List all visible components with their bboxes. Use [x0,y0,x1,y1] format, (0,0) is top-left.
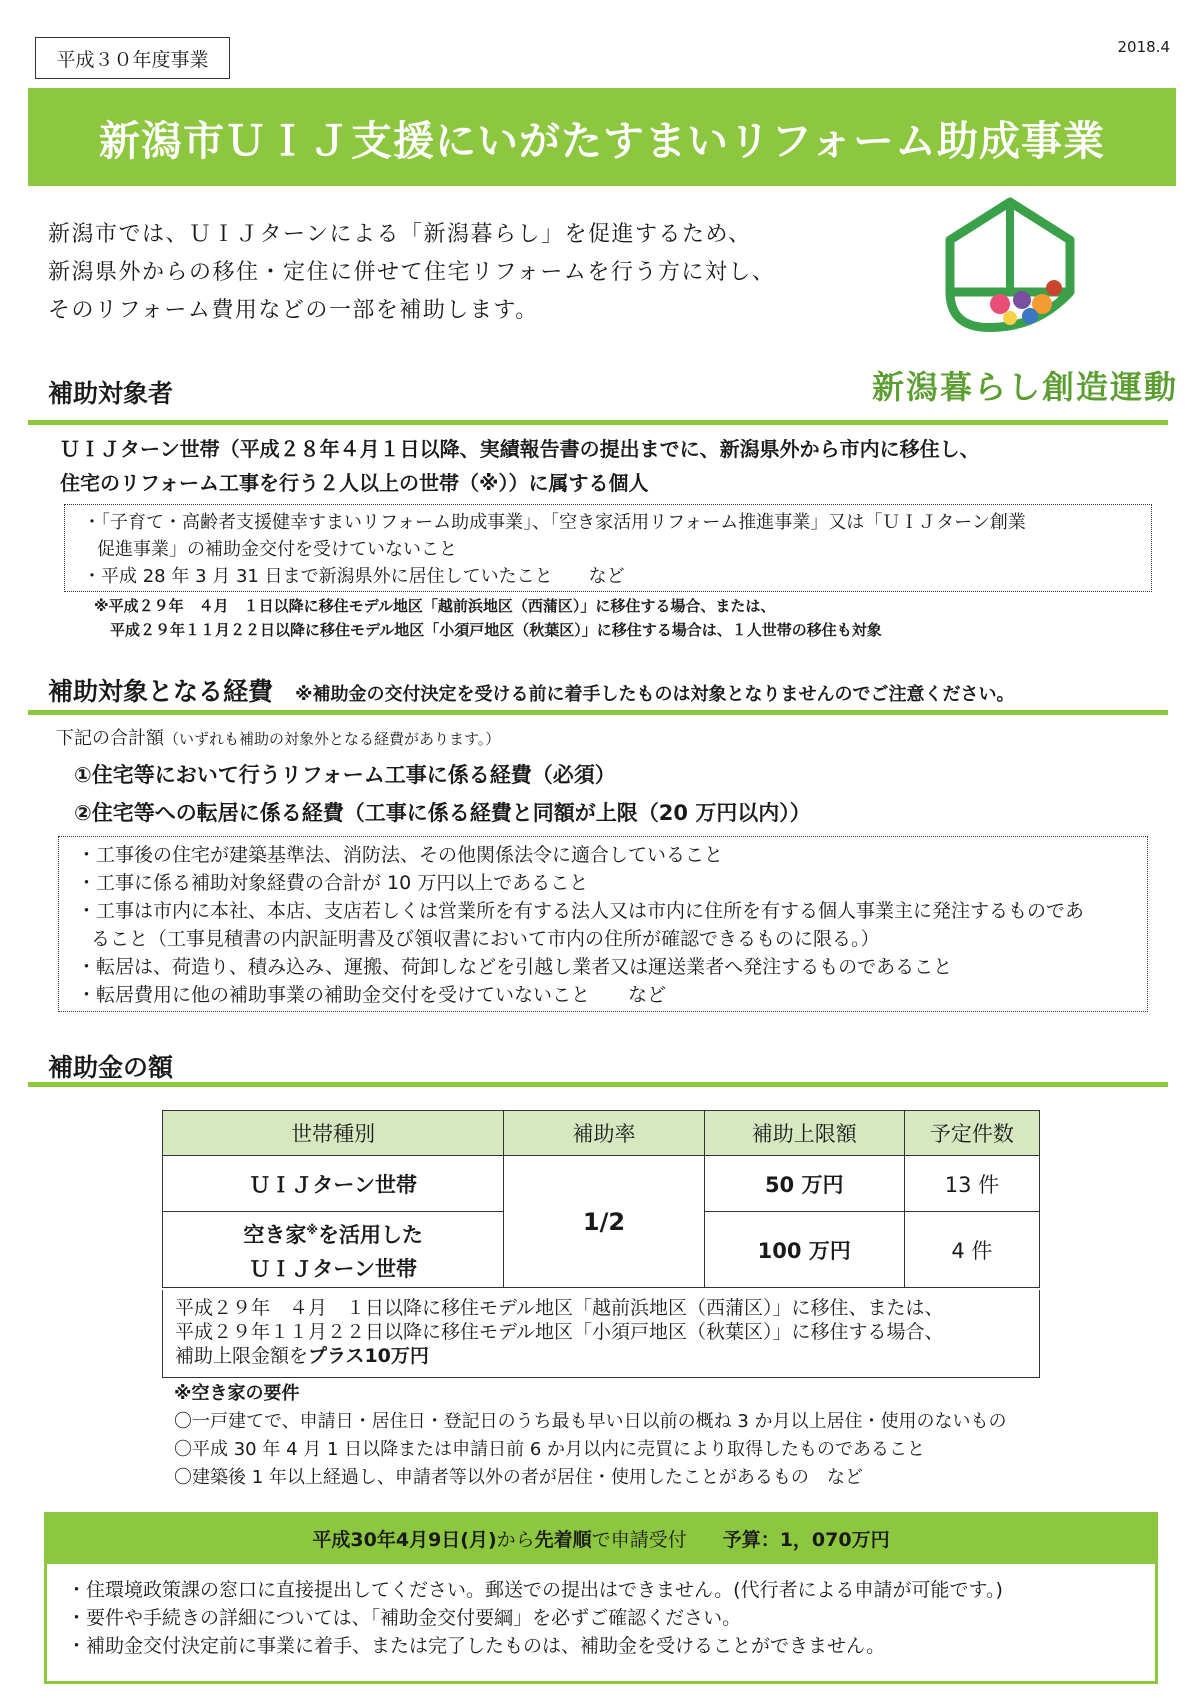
plus-note-line: 平成２９年 ４月 １日以降に移住モデル地区「越前浜地区（西蒲区）」に移住、または、 [175,1297,944,1319]
cost-item: ①住宅等において行うリフォーム工事に係る経費（必須） [74,763,616,787]
cost-intro-note: （いずれも補助の対象外となる経費があります。） [164,730,501,748]
vacant-house-requirements [174,1380,1007,1492]
column-header: 補助率 [504,1111,704,1156]
application-order: 先着順 [534,1528,592,1551]
condition-item: 促進事業」の補助金交付を受けていないこと [97,539,457,560]
application-accept: で申請受付 [591,1528,687,1551]
planned-count: 4 件 [904,1212,1039,1288]
costs-heading-note: ※補助金の交付決定を受ける前に着手したものは対象となりませんのでご注意ください。 [295,684,1015,705]
cost-intro-text: 下記の合計額 [56,728,164,749]
subsidy-limit: 50 万円 [704,1156,904,1212]
note-line: 平成２９年１１月２２日以降に移住モデル地区「小須戸地区（秋葉区）」に移住する場合は、１人世帯の移住も対象 [110,621,882,639]
cost-items [74,756,811,832]
application-from: から [496,1528,535,1551]
house-vegetables-icon [930,192,1090,352]
plus-amount-note [162,1290,1040,1378]
notices-box [44,1564,1158,1684]
section-divider [28,420,1168,425]
notice-item: ・住環境政策課の窓口に直接提出してください。郵送での提出はできません。(代行者による申請が可能です。) [67,1579,1003,1601]
plus-note-prefix: 補助上限金額を [175,1345,309,1367]
condition-item: ・「子育て・高齢者支援健幸すまいリフォーム助成事業」、「空き家活用リフォーム推進事業」又は「ＵＩＪターン創業 [83,512,1026,533]
plus-note-bold: プラス10万円 [308,1345,429,1367]
column-header: 予定件数 [904,1111,1039,1156]
eligible-line: ＵＩＪターン世帯（平成２８年４月１日以降、実績報告書の提出までに、新潟県外から市内に移住し、 [60,437,980,461]
subsidy-table [162,1110,1040,1288]
requirements-heading: ※空き家の要件 [174,1383,300,1404]
eligible-notes [94,594,882,642]
subsidy-limit: 100 万円 [704,1212,904,1288]
table-header-row [163,1111,1040,1156]
cost-item: ②住宅等への転居に係る経費（工事に係る経費と同額が上限（20 万円以内）） [74,801,811,825]
application-banner [44,1512,1158,1564]
household-type [163,1212,504,1288]
page-title: 新潟市ＵＩＪ支援にいがたすまいリフォーム助成事業 [99,116,1105,165]
planned-count: 13 件 [904,1156,1039,1212]
intro-line: 新潟市では、ＵＩＪターンによる「新潟暮らし」を促進するため、 [48,222,752,247]
logo-text: 新潟暮らし創造運動 [872,368,1179,406]
intro-text [48,216,775,330]
section-heading-eligible: 補助対象者 [48,379,174,408]
eligible-description [60,432,980,500]
notice-item: ・補助金交付決定前に事業に着手、または完了したものは、補助金を受けることができません。 [67,1635,886,1657]
section-divider [28,1082,1168,1087]
household-type: ＵＩＪターン世帯 [163,1156,504,1212]
cost-intro [56,724,500,750]
budget: 予算：1，070万円 [722,1528,890,1551]
subsidy-rate: 1/2 [504,1156,704,1288]
costs-heading: 補助対象となる経費 [48,677,274,706]
column-header: 世帯種別 [163,1111,504,1156]
requirement-item: 〇建築後 1 年以上経過し、申請者等以外の者が居住・使用したことがあるもの など [174,1467,863,1488]
condition-item: ・転居費用に他の補助事業の補助金交付を受けていないこと など [77,984,667,1006]
intro-line: そのリフォーム費用などの一部を補助します。 [48,298,539,323]
section-heading-amount: 補助金の額 [48,1053,174,1082]
intro-line: 新潟県外からの移住・定住に併せて住宅リフォームを行う方に対し、 [48,260,776,285]
note-line: ※平成２９年 ４月 １日以降に移住モデル地区「越前浜地区（西蒲区）」に移住する場合、または、 [94,597,776,615]
household-type-line: ＵＩＪターン世帯 [249,1257,417,1281]
condition-item: ・工事に係る補助対象経費の合計が 10 万円以上であること [77,872,589,894]
notice-item: ・要件や手続きの詳細については、「補助金交付要綱」を必ずご確認ください。 [67,1607,742,1629]
table-row [163,1156,1040,1212]
condition-item: ・工事は市内に本社、本店、支店若しくは営業所を有する法人又は市内に住所を有する個人事業主に発注するものであ [77,900,1085,922]
household-type-line: を活用した [318,1223,423,1247]
requirement-item: 〇一戸建てで、申請日・居住日・登記日のうち最も早い日以前の概ね 3 か月以上居住・使用のないもの [174,1411,1007,1432]
condition-item: ・工事後の住宅が建築基準法、消防法、その他関係法令に適合していること [77,844,724,866]
section-heading-costs [48,672,1015,708]
household-type-line: 空き家 [243,1223,307,1247]
issue-date: 2018.4 [1117,38,1170,56]
title-banner [28,88,1176,186]
condition-item: ・平成 28 年 3 月 31 日まで新潟県外に居住していたこと など [83,566,625,587]
eligible-conditions-box [64,504,1152,592]
plus-note-line: 平成２９年１１月２２日以降に移住モデル地区「小須戸地区（秋葉区）」に移住する場合、 [175,1321,944,1343]
requirement-item: 〇平成 30 年 4 月 1 日以降または申請日前 6 か月以内に売買により取得したものであること [174,1439,926,1460]
condition-item: ・転居は、荷造り、積み込み、運搬、荷卸しなどを引越し業者又は運送業者へ発注するものであること [77,956,953,978]
cost-conditions-box [58,836,1148,1012]
section-divider [28,710,1168,715]
fiscal-year-label: 平成３０年度事業 [35,37,230,79]
condition-item: ること（工事見積書の内訳証明書及び領収書において市内の住所が確認できるものに限る。） [91,928,880,950]
application-date: 平成30年4月9日(月) [312,1528,497,1551]
column-header: 補助上限額 [704,1111,904,1156]
footnote-mark: ※ [306,1223,318,1237]
eligible-line: 住宅のリフォーム工事を行う２人以上の世帯（※））に属する個人 [60,471,649,495]
